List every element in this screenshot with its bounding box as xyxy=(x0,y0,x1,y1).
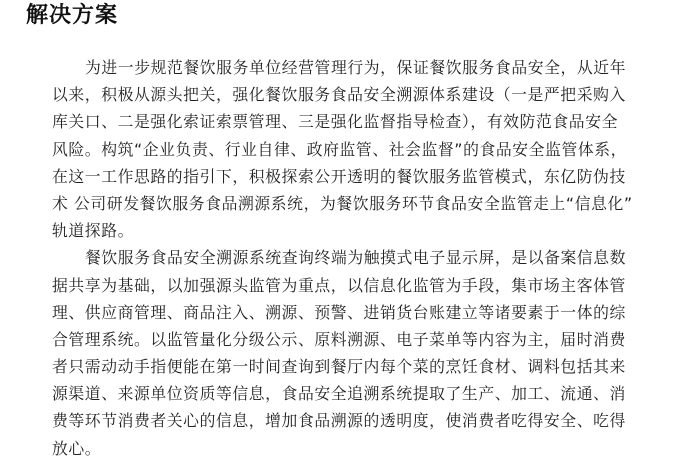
text-line: 在这一工作思路的指引下，积极探索公开透明的餐饮服务监管模式，东亿防伪技 xyxy=(52,166,626,186)
text-line: 术 公司研发餐饮服务食品溯源系统，为餐饮服务环节食品安全监管走上“信息化” xyxy=(52,193,633,213)
paragraph-2 xyxy=(52,244,652,462)
page-title: 解决方案 xyxy=(26,3,119,28)
text-line: 费等环节消费者关心的信息，增加食品溯源的透明度，使消费者吃得安全、吃得 xyxy=(52,411,626,431)
paragraph-1 xyxy=(52,54,652,244)
text-line: 轨道探路。 xyxy=(52,221,134,241)
text-line: 以来，积极从源头把关，强化餐饮服务食品安全溯源体系建设（一是严把采购入 xyxy=(52,85,626,105)
article-body xyxy=(52,54,652,462)
text-line: 餐饮服务食品安全溯源系统查询终端为触摸式电子显示屏，是以备案信息数 xyxy=(85,248,627,268)
text-line: 放心。 xyxy=(52,438,102,458)
text-line: 理、供应商管理、商品注入、溯源、预警、进销货台账建立等诸要素于一体的综 xyxy=(52,302,626,322)
text-line: 据共享为基础，以加强源头监管为重点，以信息化监管为手段，集市场主客体管 xyxy=(52,275,626,295)
text-line: 为进一步规范餐饮服务单位经营管理行为，保证餐饮服务食品安全，从近年 xyxy=(85,58,627,77)
text-line: 风险。构筑“企业负责、行业自律、政府监管、社会监督”的食品安全监管体系， xyxy=(52,139,628,159)
text-line: 合管理系统。以监管量化分级公示、原料溯源、电子菜单等内容为主，届时消费 xyxy=(52,329,626,349)
text-line: 库关口、二是强化索证索票管理、三是强化监督指导检查），有效防范食品安全 xyxy=(52,112,618,132)
text-line: 源渠道、来源单位资质等信息，食品安全追溯系统提取了生产、加工、流通、消 xyxy=(52,384,626,404)
text-line: 者只需动动手指便能在第一时间查询到餐厅内每个菜的烹饪食材、调料包括其来 xyxy=(52,357,626,377)
